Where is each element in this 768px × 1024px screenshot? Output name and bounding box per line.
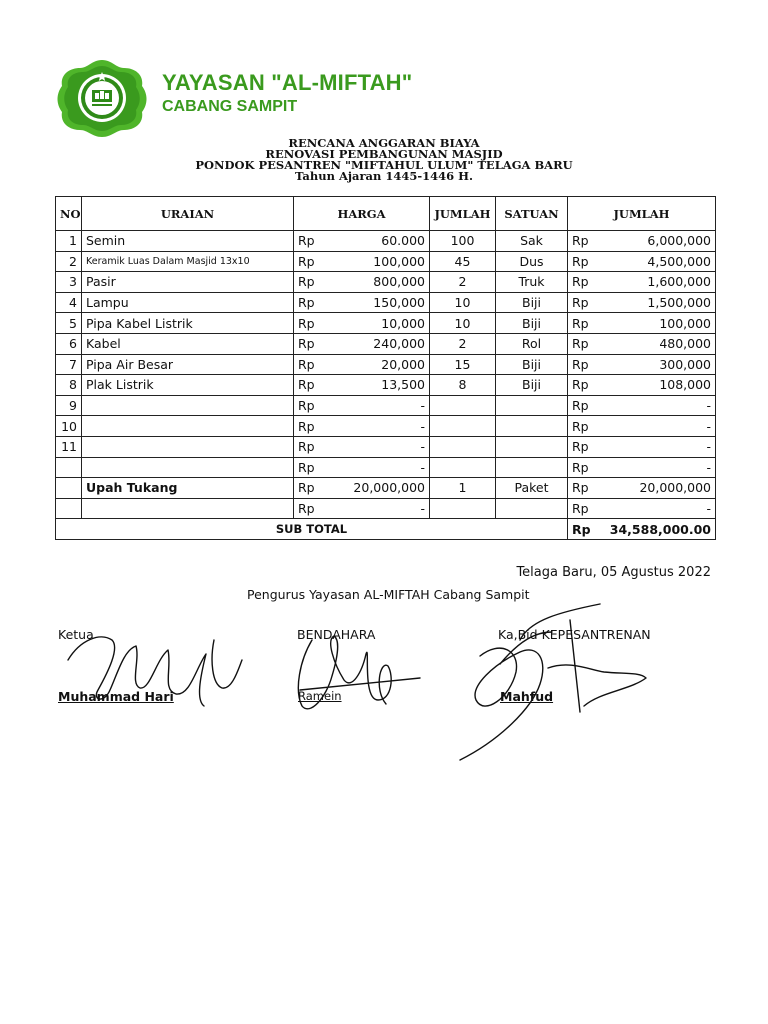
- row-jumlah: 2: [430, 333, 496, 354]
- header-jumlah: JUMLAH: [430, 197, 496, 231]
- row-harga-currency: Rp: [294, 498, 326, 519]
- row-uraian: [82, 416, 294, 437]
- al-miftah-logo-icon: [54, 58, 150, 138]
- header-total: JUMLAH: [568, 197, 716, 231]
- row-total-currency: Rp: [568, 416, 600, 437]
- row-jumlah: 10: [430, 292, 496, 313]
- row-harga-currency: Rp: [294, 436, 326, 457]
- row-total: 4,500,000: [600, 251, 716, 272]
- row-no: 4: [56, 292, 82, 313]
- row-harga: 20,000,000: [326, 478, 430, 499]
- row-satuan: Biji: [496, 354, 568, 375]
- signatory-name-ketua: Muhammad Hari: [58, 689, 174, 704]
- table-row: [56, 498, 716, 519]
- title-line-2: RENOVASI PEMBANGUNAN MASJID: [265, 147, 503, 161]
- row-uraian: Keramik Luas Dalam Masjid 13x10: [82, 251, 294, 272]
- row-jumlah: [430, 436, 496, 457]
- table-row: [56, 333, 716, 354]
- row-satuan: [496, 436, 568, 457]
- row-satuan: [496, 498, 568, 519]
- row-total-currency: Rp: [568, 478, 600, 499]
- row-harga: 20,000: [326, 354, 430, 375]
- row-no: 9: [56, 395, 82, 416]
- row-no: 2: [56, 251, 82, 272]
- row-total: 480,000: [600, 333, 716, 354]
- title-line-3: PONDOK PESANTREN "MIFTAHUL ULUM" TELAGA BARU: [195, 158, 573, 172]
- row-no: 5: [56, 313, 82, 334]
- row-harga-currency: Rp: [294, 272, 326, 293]
- row-uraian: [82, 436, 294, 457]
- row-no: 11: [56, 436, 82, 457]
- row-total: 300,000: [600, 354, 716, 375]
- subtotal-label: SUB TOTAL: [56, 519, 568, 540]
- row-total: 108,000: [600, 375, 716, 396]
- row-total: -: [600, 416, 716, 437]
- table-row: [56, 416, 716, 437]
- table-row: [56, 354, 716, 375]
- row-total-currency: Rp: [568, 333, 600, 354]
- signatory-title-bendahara: BENDAHARA: [297, 627, 376, 642]
- row-uraian: Pipa Kabel Listrik: [82, 313, 294, 334]
- row-total-currency: Rp: [568, 498, 600, 519]
- table-row: [56, 395, 716, 416]
- table-row: [56, 272, 716, 293]
- row-jumlah: 2: [430, 272, 496, 293]
- row-uraian: [82, 395, 294, 416]
- row-harga: 10,000: [326, 313, 430, 334]
- row-harga-currency: Rp: [294, 354, 326, 375]
- row-uraian: Semin: [82, 231, 294, 252]
- row-satuan: Dus: [496, 251, 568, 272]
- row-total-currency: Rp: [568, 231, 600, 252]
- title-line-1: RENCANA ANGGARAN BIAYA: [288, 136, 480, 150]
- subtotal-row: [56, 519, 716, 540]
- row-satuan: Truk: [496, 272, 568, 293]
- row-harga-currency: Rp: [294, 457, 326, 478]
- table-row: [56, 478, 716, 499]
- row-no: 3: [56, 272, 82, 293]
- header-satuan: SATUAN: [496, 197, 568, 231]
- row-jumlah: 1: [430, 478, 496, 499]
- subtotal-value: 34,588,000.00: [600, 519, 716, 540]
- row-total-currency: Rp: [568, 313, 600, 334]
- row-harga: -: [326, 457, 430, 478]
- row-harga: 240,000: [326, 333, 430, 354]
- row-jumlah: 8: [430, 375, 496, 396]
- row-satuan: Biji: [496, 292, 568, 313]
- row-satuan: [496, 416, 568, 437]
- row-satuan: Paket: [496, 478, 568, 499]
- row-uraian: Pipa Air Besar: [82, 354, 294, 375]
- row-satuan: [496, 395, 568, 416]
- row-harga: -: [326, 498, 430, 519]
- pengurus-line: Pengurus Yayasan AL-MIFTAH Cabang Sampit: [247, 587, 530, 602]
- row-total-currency: Rp: [568, 375, 600, 396]
- row-no: 6: [56, 333, 82, 354]
- row-total-currency: Rp: [568, 436, 600, 457]
- place-date: Telaga Baru, 05 Agustus 2022: [516, 565, 711, 580]
- row-harga-currency: Rp: [294, 416, 326, 437]
- row-total: 1,500,000: [600, 292, 716, 313]
- row-total: -: [600, 395, 716, 416]
- row-uraian: Kabel: [82, 333, 294, 354]
- row-harga: -: [326, 395, 430, 416]
- signatory-title-kabid: Ka,Bid KEPESANTRENAN: [498, 627, 651, 642]
- header-no: NO: [56, 197, 82, 231]
- row-satuan: Biji: [496, 313, 568, 334]
- row-jumlah: 15: [430, 354, 496, 375]
- table-row: [56, 436, 716, 457]
- row-total: 20,000,000: [600, 478, 716, 499]
- row-jumlah: [430, 416, 496, 437]
- row-harga-currency: Rp: [294, 478, 326, 499]
- row-uraian: [82, 457, 294, 478]
- row-harga: -: [326, 436, 430, 457]
- row-harga: 100,000: [326, 251, 430, 272]
- table-row: [56, 231, 716, 252]
- signatory-name-kabid: Mahfud: [500, 689, 554, 704]
- table-row: [56, 313, 716, 334]
- row-total-currency: Rp: [568, 395, 600, 416]
- row-satuan: Rol: [496, 333, 568, 354]
- row-no: 1: [56, 231, 82, 252]
- row-jumlah: 100: [430, 231, 496, 252]
- org-name: YAYASAN "AL-MIFTAH": [162, 70, 413, 95]
- row-total-currency: Rp: [568, 457, 600, 478]
- row-no: 7: [56, 354, 82, 375]
- row-uraian: Upah Tukang: [82, 478, 294, 499]
- row-uraian: [82, 498, 294, 519]
- row-total: -: [600, 457, 716, 478]
- table-row: [56, 292, 716, 313]
- row-no: [56, 457, 82, 478]
- row-total: 1,600,000: [600, 272, 716, 293]
- row-satuan: [496, 457, 568, 478]
- row-uraian: Pasir: [82, 272, 294, 293]
- row-harga-currency: Rp: [294, 375, 326, 396]
- document-titles: [0, 138, 768, 182]
- table-row: [56, 251, 716, 272]
- signatory-name-bendahara: Ramein: [298, 689, 342, 703]
- row-harga-currency: Rp: [294, 395, 326, 416]
- row-harga-currency: Rp: [294, 333, 326, 354]
- row-jumlah: [430, 498, 496, 519]
- row-no: [56, 498, 82, 519]
- row-harga-currency: Rp: [294, 313, 326, 334]
- header-uraian: URAIAN: [82, 197, 294, 231]
- row-harga: 150,000: [326, 292, 430, 313]
- row-total: 6,000,000: [600, 231, 716, 252]
- row-total-currency: Rp: [568, 292, 600, 313]
- table-row: [56, 375, 716, 396]
- table-row: [56, 457, 716, 478]
- row-satuan: Biji: [496, 375, 568, 396]
- row-harga: 13,500: [326, 375, 430, 396]
- row-harga: 60.000: [326, 231, 430, 252]
- row-harga: 800,000: [326, 272, 430, 293]
- row-no: 8: [56, 375, 82, 396]
- header-harga: HARGA: [294, 197, 430, 231]
- row-harga-currency: Rp: [294, 251, 326, 272]
- signatory-title-ketua: Ketua: [58, 627, 94, 642]
- row-total: -: [600, 436, 716, 457]
- row-jumlah: 45: [430, 251, 496, 272]
- budget-table: [55, 196, 716, 540]
- row-total: -: [600, 498, 716, 519]
- row-harga-currency: Rp: [294, 292, 326, 313]
- row-total-currency: Rp: [568, 251, 600, 272]
- row-no: [56, 478, 82, 499]
- row-jumlah: [430, 457, 496, 478]
- org-branch: CABANG SAMPIT: [162, 98, 298, 115]
- title-line-4: Tahun Ajaran 1445-1446 H.: [294, 169, 474, 183]
- row-total: 100,000: [600, 313, 716, 334]
- row-jumlah: [430, 395, 496, 416]
- row-total-currency: Rp: [568, 272, 600, 293]
- row-satuan: Sak: [496, 231, 568, 252]
- row-no: 10: [56, 416, 82, 437]
- row-harga-currency: Rp: [294, 231, 326, 252]
- row-uraian: Plak Listrik: [82, 375, 294, 396]
- row-jumlah: 10: [430, 313, 496, 334]
- row-harga: -: [326, 416, 430, 437]
- subtotal-currency: Rp: [568, 519, 600, 540]
- row-total-currency: Rp: [568, 354, 600, 375]
- row-uraian: Lampu: [82, 292, 294, 313]
- table-header-row: [56, 197, 716, 231]
